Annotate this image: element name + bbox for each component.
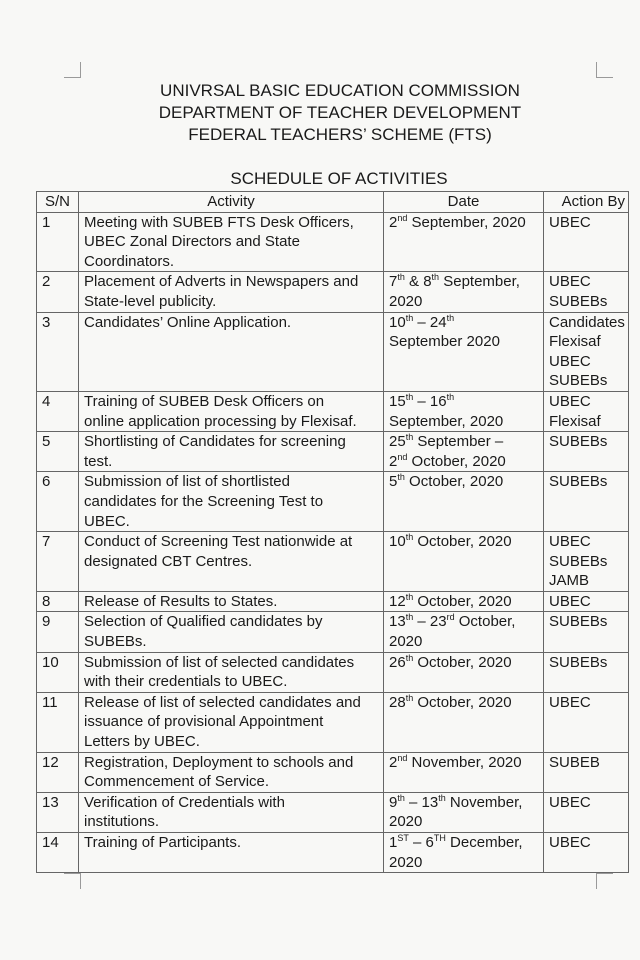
cell-action-by <box>544 532 629 592</box>
table-row <box>37 652 629 692</box>
ordinal-suffix: ST <box>397 833 409 843</box>
date-line: 10th October, 2020 <box>389 532 512 551</box>
activity-line: Meeting with SUBEB FTS Desk Officers, <box>84 213 354 231</box>
cell-activity <box>79 752 384 792</box>
activity-line: test. <box>84 452 113 470</box>
column-header-activity: Activity <box>79 192 384 213</box>
department-name: DEPARTMENT OF TEACHER DEVELOPMENT <box>158 103 522 122</box>
ordinal-suffix: th <box>446 312 455 323</box>
activity-line: Coordinators. <box>84 252 175 270</box>
ordinal-suffix: th <box>405 312 414 323</box>
schedule-table <box>36 191 629 873</box>
cell-activity <box>79 391 384 431</box>
cell-date <box>384 752 544 792</box>
column-header-sn: S/N <box>37 192 79 213</box>
scheme-name: FEDERAL TEACHERS’ SCHEME (FTS) <box>188 125 492 144</box>
date-line: 2020 <box>389 813 423 831</box>
corner-mark-top-left <box>64 62 81 78</box>
cell-activity <box>79 432 384 472</box>
cell-action-by <box>544 833 629 873</box>
cell-date <box>384 212 544 272</box>
cell-activity <box>79 792 384 832</box>
date-line: 2020 <box>389 853 423 871</box>
action-by-line: SUBEBs <box>549 552 608 570</box>
date-line: 2nd October, 2020 <box>389 451 506 470</box>
cell-activity <box>79 212 384 272</box>
activity-line: designated CBT Centres. <box>84 552 253 570</box>
activity-line: Registration, Deployment to schools and <box>84 753 354 771</box>
activity-line: Release of Results to States. <box>84 592 278 610</box>
ordinal-suffix: th <box>405 612 414 623</box>
cell-date <box>384 532 544 592</box>
ordinal-suffix: th <box>446 391 455 402</box>
action-by-line: Candidates <box>549 313 625 331</box>
cell-sn: 3 <box>37 312 79 391</box>
cell-sn: 1 <box>37 212 79 272</box>
ordinal-suffix: nd <box>397 212 408 223</box>
action-by-line: UBEC <box>549 273 591 291</box>
cell-activity <box>79 833 384 873</box>
activity-line: with their credentials to UBEC. <box>84 673 288 691</box>
ordinal-suffix: th <box>397 472 405 483</box>
cell-date <box>384 833 544 873</box>
ordinal-suffix: th <box>405 692 414 703</box>
cell-activity <box>79 472 384 532</box>
activity-line: online application processing by Flexisaf. <box>84 412 357 430</box>
date-line: 7th & 8th September, <box>389 272 520 291</box>
cell-sn: 8 <box>37 591 79 612</box>
column-header-date: Date <box>384 192 544 213</box>
ordinal-suffix: th <box>405 532 414 543</box>
activity-line: candidates for the Screening Test to <box>84 492 324 510</box>
table-row <box>37 472 629 532</box>
table-row <box>37 391 629 431</box>
cell-date <box>384 472 544 532</box>
cell-action-by <box>544 312 629 391</box>
cell-sn: 2 <box>37 272 79 312</box>
cell-sn: 5 <box>37 432 79 472</box>
cell-sn: 10 <box>37 652 79 692</box>
date-line: 26th October, 2020 <box>389 652 512 671</box>
activity-line: Training of SUBEB Desk Officers on <box>84 392 325 410</box>
action-by-line: UBEC <box>549 834 591 851</box>
cell-date <box>384 792 544 832</box>
table-row <box>37 833 629 873</box>
table-header-row <box>37 192 629 213</box>
ordinal-suffix: th <box>405 391 414 402</box>
cell-sn: 12 <box>37 752 79 792</box>
cell-sn: 4 <box>37 391 79 431</box>
ordinal-suffix: rd <box>446 612 455 623</box>
cell-date <box>384 692 544 752</box>
cell-action-by <box>544 432 629 472</box>
cell-action-by <box>544 472 629 532</box>
cell-activity <box>79 272 384 312</box>
cell-date <box>384 652 544 692</box>
activity-line: Candidates’ Online Application. <box>84 313 292 331</box>
cell-sn: 9 <box>37 612 79 652</box>
date-line: 13th – 23rd October, <box>389 612 516 631</box>
action-by-line: SUBEBs <box>549 372 608 390</box>
action-by-line: SUBEBs <box>549 613 608 631</box>
activity-line: UBEC Zonal Directors and State <box>84 233 300 251</box>
cell-activity <box>79 692 384 752</box>
cell-date <box>384 591 544 612</box>
cell-activity <box>79 312 384 391</box>
ordinal-suffix: nd <box>397 752 408 763</box>
ordinal-suffix: th <box>397 792 405 803</box>
ordinal-suffix: th <box>438 792 446 803</box>
action-by-line: Flexisaf <box>549 412 601 430</box>
action-by-line: SUBEB <box>549 753 600 771</box>
org-name: UNIVRSAL BASIC EDUCATION COMMISSION <box>160 81 520 100</box>
cell-activity <box>79 532 384 592</box>
action-by-line: SUBEBs <box>549 653 608 671</box>
cell-action-by <box>544 752 629 792</box>
activity-line: Conduct of Screening Test nationwide at <box>84 533 353 551</box>
table-row <box>37 591 629 612</box>
cell-sn: 6 <box>37 472 79 532</box>
cell-action-by <box>544 692 629 752</box>
action-by-line: UBEC <box>549 693 591 711</box>
activity-line: Letters by UBEC. <box>84 733 200 751</box>
date-line: 9th – 13th November, <box>389 792 523 811</box>
table-row <box>37 792 629 832</box>
table-row <box>37 212 629 272</box>
ordinal-suffix: th <box>431 272 440 283</box>
corner-mark-top-right <box>596 62 613 78</box>
action-by-line: SUBEBs <box>549 292 608 310</box>
cell-activity <box>79 612 384 652</box>
cell-action-by <box>544 612 629 652</box>
date-line: 5th October, 2020 <box>389 472 504 491</box>
action-by-line: JAMB <box>549 572 590 590</box>
activity-line: Shortlisting of Candidates for screening <box>84 433 346 451</box>
activity-line: State-level publicity. <box>84 292 217 310</box>
activity-line: Placement of Adverts in Newspapers and <box>84 273 359 291</box>
column-header-action-by: Action By <box>544 192 629 213</box>
action-by-line: SUBEBs <box>549 473 608 491</box>
cell-action-by <box>544 792 629 832</box>
ordinal-suffix: th <box>405 652 414 663</box>
activity-line: Training of Participants. <box>84 834 242 851</box>
date-line: 15th – 16th <box>389 391 455 410</box>
activity-line: issuance of provisional Appointment <box>84 713 324 731</box>
date-line: 28th October, 2020 <box>389 692 512 711</box>
cell-sn: 13 <box>37 792 79 832</box>
activity-line: institutions. <box>84 813 160 831</box>
action-by-line: UBEC <box>549 213 591 231</box>
corner-mark-bottom-right <box>596 873 613 889</box>
activity-line: SUBEBs. <box>84 633 147 651</box>
activity-line: Submission of list of selected candidates <box>84 653 355 671</box>
date-line: September, 2020 <box>389 412 504 430</box>
schedule-title: SCHEDULE OF ACTIVITIES <box>230 169 448 188</box>
date-line: 2nd November, 2020 <box>389 752 522 771</box>
action-by-line: UBEC <box>549 392 591 410</box>
cell-action-by <box>544 652 629 692</box>
cell-date <box>384 612 544 652</box>
cell-sn: 11 <box>37 692 79 752</box>
cell-activity <box>79 652 384 692</box>
date-line: 2nd September, 2020 <box>389 212 526 231</box>
cell-action-by <box>544 591 629 612</box>
date-line: 2020 <box>389 633 423 651</box>
table-row <box>37 752 629 792</box>
activity-line: Release of list of selected candidates and <box>84 693 361 711</box>
cell-date <box>384 432 544 472</box>
activity-line: Verification of Credentials with <box>84 793 285 811</box>
activity-line: Commencement of Service. <box>84 773 270 791</box>
table-row <box>37 692 629 752</box>
cell-sn: 7 <box>37 532 79 592</box>
activity-line: UBEC. <box>84 512 130 530</box>
table-row <box>37 312 629 391</box>
ordinal-suffix: TH <box>433 833 446 843</box>
action-by-line: UBEC <box>549 592 591 610</box>
date-line: September 2020 <box>389 333 500 351</box>
table-row <box>37 272 629 312</box>
date-line: 25th September – <box>389 432 504 451</box>
cell-action-by <box>544 391 629 431</box>
action-by-line: UBEC <box>549 533 591 551</box>
date-line: 12th October, 2020 <box>389 591 512 610</box>
action-by-line: SUBEBs <box>549 433 608 451</box>
ordinal-suffix: th <box>397 272 405 283</box>
ordinal-suffix: th <box>405 432 414 443</box>
ordinal-suffix: th <box>405 591 414 602</box>
date-line: 2020 <box>389 292 423 310</box>
table-row <box>37 432 629 472</box>
ordinal-suffix: nd <box>397 451 408 462</box>
corner-mark-bottom-left <box>64 873 81 889</box>
activity-line: Submission of list of shortlisted <box>84 473 290 491</box>
cell-date <box>384 272 544 312</box>
date-line: 10th – 24th <box>389 312 455 331</box>
cell-action-by <box>544 272 629 312</box>
date-line: 1ST – 6TH December, <box>389 833 523 851</box>
table-row <box>37 612 629 652</box>
cell-date <box>384 391 544 431</box>
document-heading <box>0 80 640 146</box>
action-by-line: UBEC <box>549 793 591 811</box>
cell-date <box>384 312 544 391</box>
action-by-line: UBEC <box>549 352 591 370</box>
cell-sn: 14 <box>37 833 79 873</box>
action-by-line: Flexisaf <box>549 333 601 351</box>
cell-activity <box>79 591 384 612</box>
cell-action-by <box>544 212 629 272</box>
activity-line: Selection of Qualified candidates by <box>84 613 323 631</box>
table-row <box>37 532 629 592</box>
